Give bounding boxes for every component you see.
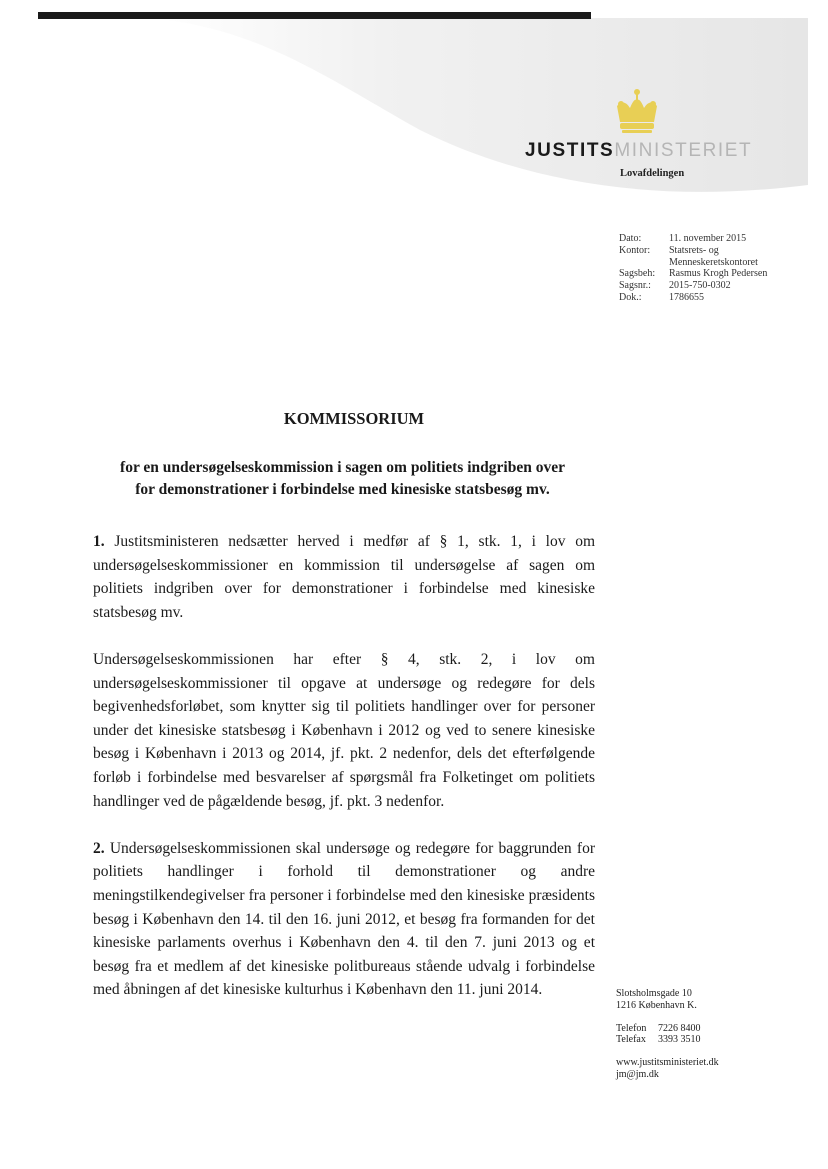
meta-label: Kontor:	[619, 244, 651, 256]
paragraph-number: 1.	[93, 533, 105, 550]
address-line: Slotsholmsgade 10	[616, 988, 692, 999]
ministry-logo	[525, 140, 752, 162]
document-body	[93, 530, 595, 1025]
email-link[interactable]: jm@jm.dk	[616, 1068, 659, 1080]
paragraph	[93, 530, 595, 624]
fax-row	[616, 1034, 719, 1046]
meta-label	[619, 257, 669, 269]
subtitle-line: for demonstrationer i forbindelse med kinesiske statsbesøg mv.	[135, 481, 550, 498]
phone-row	[616, 1023, 719, 1035]
meta-row	[619, 245, 767, 257]
address-line: 1216 København K.	[616, 999, 697, 1011]
meta-row	[619, 233, 767, 245]
meta-label: Sagsnr.:	[619, 280, 651, 292]
paragraph-number: 2.	[93, 839, 105, 857]
meta-label: Dato:	[619, 233, 642, 244]
crown-logo-icon	[612, 88, 662, 136]
phone-label: Telefon	[616, 1022, 647, 1034]
meta-row	[619, 268, 767, 280]
fax-number: 3393 3510	[658, 1034, 701, 1046]
contact-info	[616, 988, 719, 1081]
fax-label: Telefax	[616, 1034, 646, 1046]
meta-value: 2015-750-0302	[669, 280, 731, 292]
meta-label: Sagsbeh:	[619, 268, 656, 280]
paragraph-text: Undersøgelseskommissionen skal undersøge og redegøre for baggrunden for politiets handlinger i forhold til demonstrationer og andre meningstilkendegivelser fra personer i forbindelse med den kinesiske præsidents besøg i København den 14. til den 16. juni 2012, et besøg fra formanden for det kinesiske parlaments overhus i København den 4. til den 7. juni 2013 og et besøg fra et medlem af det kinesiske politbureaus stående udvalg i forbindelse med åbningen af det kinesiske kulturhus i København den 11. juni 2014.	[93, 839, 595, 999]
meta-value: 11. november 2015	[669, 233, 747, 244]
meta-value: Statsrets- og	[669, 244, 719, 256]
paragraph-text: Undersøgelseskommissionen har efter § 4, stk. 2, i lov om undersøgelseskommissioner til opgave at undersøge og redegøre for dels begivenhedsforløbet, som knytter sig til politiets handlinger over for personer under det kinesiske statsbesøg i København i 2012 og ved to senere kinesiske besøg i København i 2013 og 2014, jf. pkt. 2 nedenfor, dels det efterfølgende forløb i forbindelse med besvarelser af spørgsmål fra Folketinget om politiets handlinger ved de pågældende besøg, jf. pkt. 3 nedenfor.	[93, 650, 595, 810]
header-swoosh	[0, 0, 828, 230]
meta-value: 1786655	[669, 291, 704, 303]
top-bar	[38, 12, 591, 19]
logo-bold: JUSTITS	[525, 140, 615, 161]
paragraph	[93, 837, 595, 1002]
paragraph	[93, 648, 595, 813]
meta-row	[619, 292, 767, 304]
logo-light: MINISTERIET	[614, 140, 753, 161]
paragraph-text: Justitsministeren nedsætter herved i medfør af § 1, stk. 1, i lov om undersøgelseskommissioner en kommission til undersøgelse af sagen om politiets indgriben over for demonstrationer i forbindelse med kinesiske statsbesøg mv.	[93, 533, 596, 621]
phone-number: 7226 8400	[658, 1022, 701, 1034]
meta-label: Dok.:	[619, 291, 642, 303]
document-title: KOMMISSORIUM	[283, 409, 425, 428]
department-name: Lovafdelingen	[620, 168, 685, 179]
meta-value: Menneskeretskontoret	[669, 256, 758, 268]
meta-row	[619, 257, 767, 269]
meta-value: Rasmus Krogh Pedersen	[669, 268, 768, 280]
document-subtitle	[90, 457, 595, 501]
website-link[interactable]: www.justitsministeriet.dk	[616, 1057, 719, 1069]
meta-row	[619, 280, 767, 292]
document-meta	[619, 233, 767, 304]
subtitle-line: for en undersøgelseskommission i sagen om politiets indgriben over	[120, 459, 565, 476]
